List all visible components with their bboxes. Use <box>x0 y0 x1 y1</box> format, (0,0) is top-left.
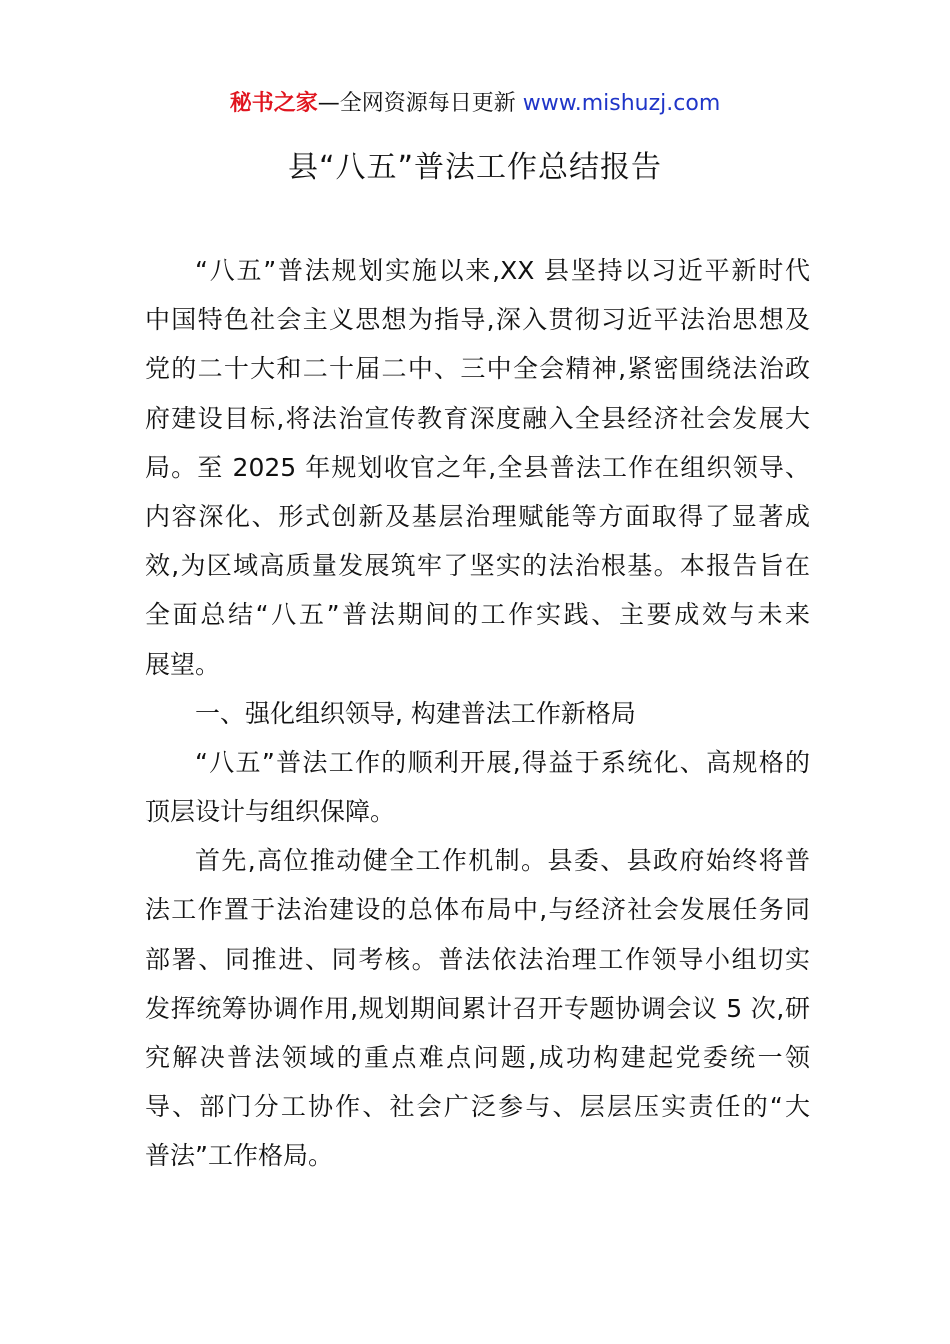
source-header <box>0 88 950 120</box>
text-line: 党的二十大和二十届二中、三中全会精神,紧密围绕法治政 <box>145 354 810 384</box>
document-title: 县“八五”普法工作总结报告 <box>287 150 663 185</box>
text-line: 发挥统筹协调作用,规划期间累计召开专题协调会议 5 次,研 <box>145 993 810 1023</box>
text-line: “八五”普法规划实施以来,XX 县坚持以习近平新时代 <box>195 256 810 285</box>
text-line: 效,为区域高质量发展筑牢了坚实的法治根基。本报告旨在 <box>145 551 810 581</box>
text-line: 局。至 2025 年规划收官之年,全县普法工作在组织领导、 <box>145 452 810 482</box>
text-line: 顶层设计与组织保障。 <box>145 797 396 827</box>
text-line: 中国特色社会主义思想为指导,深入贯彻习近平法治思想及 <box>145 305 810 335</box>
text-line: 导、部门分工协作、社会广泛参与、层层压实责任的“大 <box>145 1092 810 1122</box>
text-line: 全面总结“八五”普法期间的工作实践、主要成效与未来 <box>145 600 810 630</box>
document-body <box>145 246 810 1181</box>
site-url-link[interactable]: www.mishuzj.com <box>522 91 721 116</box>
text-line: 内容深化、形式创新及基层治理赋能等方面取得了显著成 <box>145 501 810 531</box>
text-line: 首先,高位推动健全工作机制。县委、县政府始终将普 <box>195 846 810 876</box>
section-heading: 一、强化组织领导, 构建普法工作新格局 <box>195 698 636 728</box>
text-line: 展望。 <box>145 649 221 679</box>
text-line: 部署、同推进、同考核。普法依法治理工作领导小组切实 <box>145 944 810 974</box>
header-tagline: —全网资源每日更新 <box>317 91 523 116</box>
text-line: 府建设目标,将法治宣传教育深度融入全县经济社会发展大 <box>145 403 810 433</box>
text-line: 究解决普法领域的重点难点问题,成功构建起党委统一领 <box>145 1043 810 1072</box>
brand-name: 秘书之家 <box>229 91 318 116</box>
text-line: 普法”工作格局。 <box>145 1141 333 1171</box>
text-line: 法工作置于法治建设的总体布局中,与经济社会发展任务同 <box>145 895 810 925</box>
text-line: “八五”普法工作的顺利开展,得益于系统化、高规格的 <box>195 747 810 777</box>
